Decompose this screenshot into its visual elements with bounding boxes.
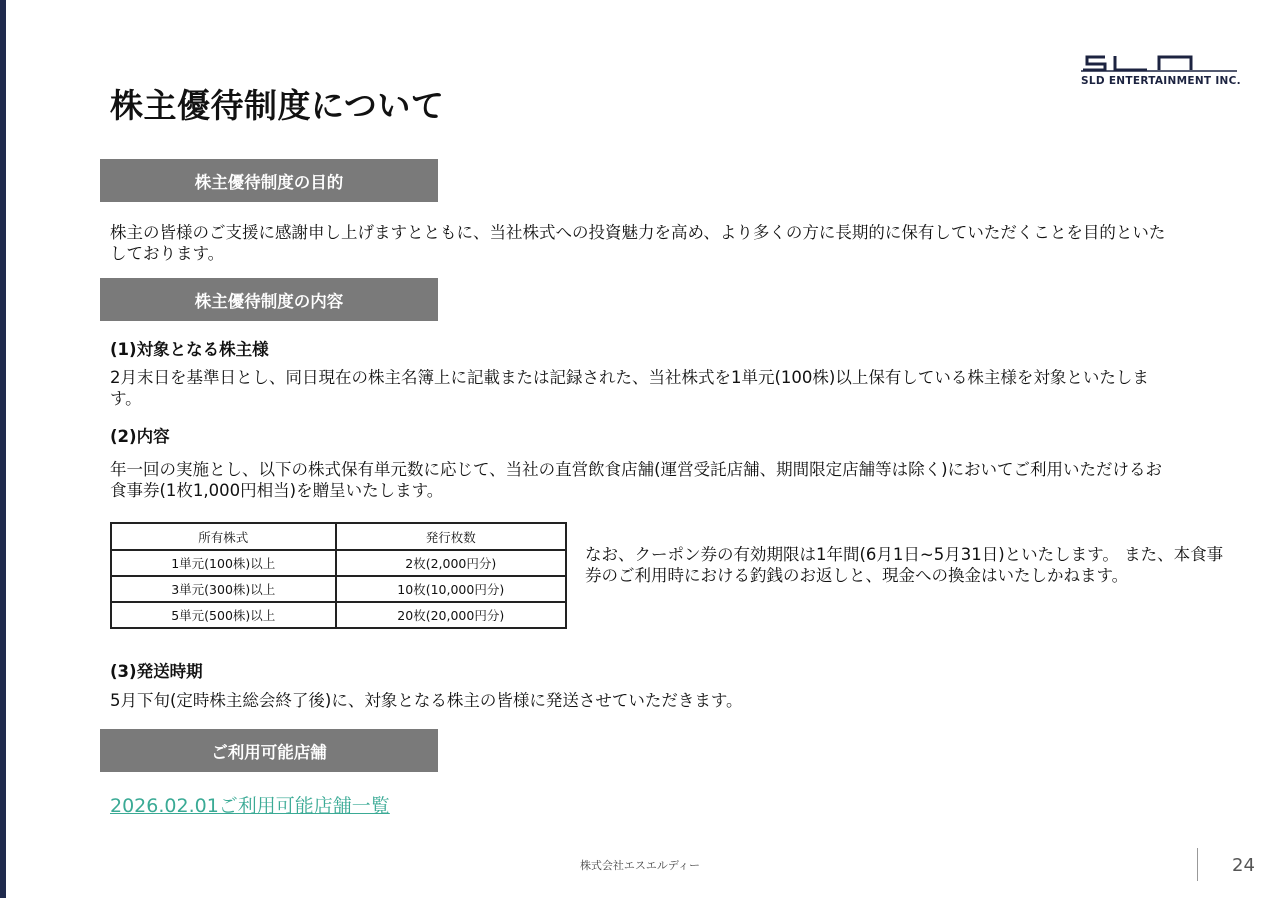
purpose-text: 株主の皆様のご支援に感謝申し上げますとともに、当社株式への投資魅力を高め、より多くの方に長期的に保有していただくことを目的といたしております。 — [110, 223, 1166, 263]
table-cell-shares: 1単元(100株)以上 — [111, 550, 336, 576]
logo-company-name: SLD ENTERTAINMENT INC. — [1081, 75, 1241, 87]
table-header-tickets: 発行枚数 — [336, 523, 567, 550]
page-number-divider — [1197, 848, 1198, 881]
sld-logo-mark — [1081, 54, 1237, 72]
table-cell-tickets: 2枚(2,000円分) — [336, 550, 567, 576]
footer-company-name: 株式会社エスエルディー — [579, 859, 701, 872]
table-cell-shares: 3単元(300株)以上 — [111, 576, 336, 602]
benefit-table — [110, 522, 567, 629]
store-list-link[interactable]: 2026.02.01ご利用可能店舗一覧 — [110, 795, 390, 817]
section-header-purpose: 株主優待制度の目的 — [100, 159, 438, 202]
table-cell-tickets: 10枚(10,000円分) — [336, 576, 567, 602]
table-cell-shares: 5単元(500株)以上 — [111, 602, 336, 628]
coupon-note: なお、クーポン券の有効期限は1年間(6月1日~5月31日)といたします。 また、本食事券のご利用時における釣銭のお返しと、現金への換金はいたしかねます。 — [585, 545, 1224, 585]
section-header-stores: ご利用可能店舗 — [100, 729, 438, 772]
eligible-shareholders-text: 2月末日を基準日とし、同日現在の株主名簿上に記載または記録された、当社株式を1単元(100株)以上保有している株主様を対象といたします。 — [110, 368, 1149, 408]
table-cell-tickets: 20枚(20,000円分) — [336, 602, 567, 628]
subheading-shipping: (3)発送時期 — [110, 662, 203, 681]
table-row — [111, 550, 566, 576]
table-header-shares: 所有株式 — [111, 523, 336, 550]
subheading-eligible-shareholders: (1)対象となる株主様 — [110, 340, 269, 359]
table-row — [111, 602, 566, 628]
table-row — [111, 576, 566, 602]
details-text: 年一回の実施とし、以下の株式保有単元数に応じて、当社の直営飲食店舗(運営受託店舗、期間限定店舗等は除く)においてご利用いただけるお食事券(1枚1,000円相当)を贈呈いたします。 — [110, 460, 1163, 500]
left-accent-bar — [0, 0, 6, 898]
shipping-text: 5月下旬(定時株主総会終了後)に、対象となる株主の皆様に発送させていただきます。 — [110, 691, 743, 710]
section-header-content: 株主優待制度の内容 — [100, 278, 438, 321]
page-title: 株主優待制度について — [110, 86, 445, 125]
subheading-details: (2)内容 — [110, 427, 170, 446]
table-header-row — [111, 523, 566, 550]
page-number: 24 — [1232, 855, 1255, 876]
company-logo — [1081, 54, 1241, 87]
